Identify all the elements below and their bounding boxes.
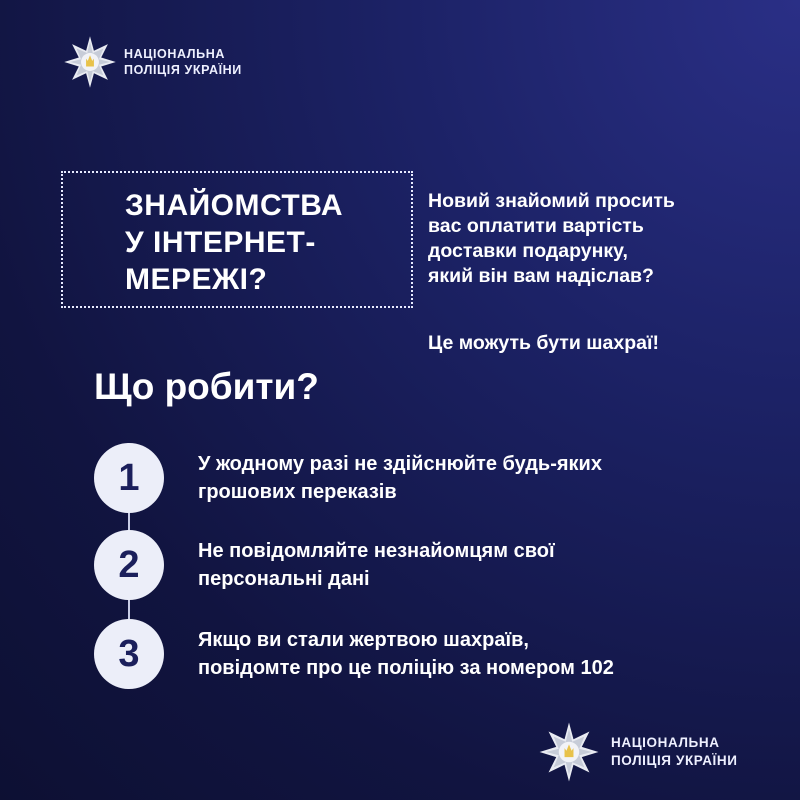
step-text (198, 626, 798, 682)
step-text-line-2: грошових переказів (198, 481, 397, 503)
step-item-3 (94, 619, 798, 689)
step-text (198, 537, 798, 593)
brand-name (124, 46, 242, 78)
framed-title-line-2: У ІНТЕРНЕТ- (125, 226, 316, 259)
brand-line-2: ПОЛІЦІЯ УКРАЇНИ (124, 63, 242, 77)
police-star-badge-icon (62, 34, 118, 90)
scam-warning: Це можуть бути шахраї! (428, 332, 659, 354)
what-to-do-heading: Що робити? (94, 366, 319, 407)
scam-description (428, 189, 768, 289)
brand-line-1: НАЦІОНАЛЬНА (124, 47, 225, 61)
step-item-2 (94, 530, 798, 600)
step-item-1 (94, 443, 798, 513)
step-text-line-2: повідомте про це поліцію за номером 102 (198, 657, 614, 679)
step-text-line-1: Не повідомляйте незнайомцям свої (198, 540, 555, 562)
step-text (198, 450, 798, 506)
brand-footer (537, 720, 738, 784)
step-text-line-2: персональні дані (198, 568, 370, 590)
brand-line-1: НАЦІОНАЛЬНА (611, 735, 720, 750)
step-text-line-1: Якщо ви стали жертвою шахраїв, (198, 629, 529, 651)
step-text-line-1: У жодному разі не здійснюйте будь-яких (198, 453, 602, 475)
framed-title-line-1: ЗНАЙОМСТВА (125, 189, 344, 222)
scam-description-line-1: Новий знайомий просить (428, 190, 675, 212)
brand-name (611, 734, 738, 770)
framed-title (125, 187, 395, 298)
brand-header (62, 34, 242, 90)
scam-description-line-2: вас оплатити вартість (428, 215, 644, 237)
brand-line-2: ПОЛІЦІЯ УКРАЇНИ (611, 753, 738, 768)
step-number-badge: 1 (94, 443, 164, 513)
step-number-badge: 2 (94, 530, 164, 600)
step-number-badge: 3 (94, 619, 164, 689)
scam-description-line-3: доставки подарунку, (428, 240, 628, 262)
police-star-badge-icon (537, 720, 601, 784)
scam-description-line-4: який він вам надіслав? (428, 265, 654, 287)
framed-title-line-3: МЕРЕЖІ? (125, 263, 268, 296)
